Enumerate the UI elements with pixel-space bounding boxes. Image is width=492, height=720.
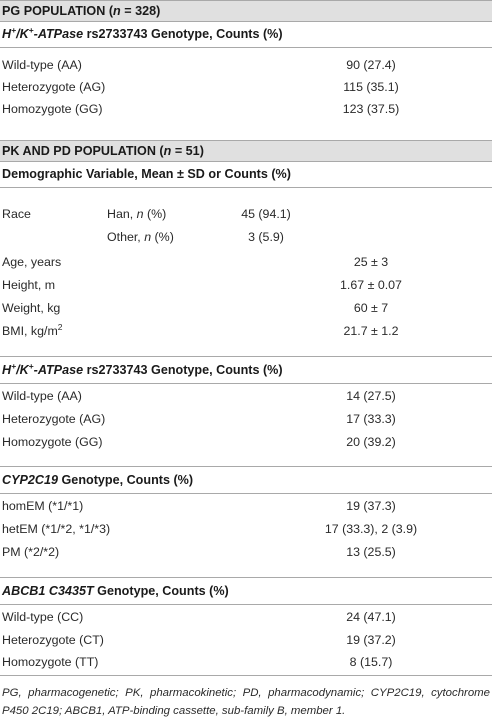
row-value: 123 (37.5) — [342, 102, 400, 116]
pkpd-hk-genotype-label: rs2733743 Genotype, Counts (%) — [83, 363, 283, 377]
pg-gene-sup2: + — [28, 25, 34, 35]
race-other-n: n — [144, 230, 152, 244]
pg-genotype-header — [0, 22, 492, 48]
row-value: 13 (25.5) — [346, 545, 396, 559]
table-row — [0, 606, 492, 628]
table-row — [0, 98, 492, 120]
pkpd-gene-h: H — [2, 363, 12, 377]
row-value: 8 (15.7) — [349, 655, 393, 669]
cyp2c19-genotype-header — [0, 466, 492, 494]
table-row — [0, 495, 492, 517]
race-han-n: n — [136, 207, 144, 221]
table-row — [0, 54, 492, 76]
race-other-prefix: Other, — [107, 230, 145, 244]
row-label: hetEM (*1/*2, *1/*3) — [2, 522, 111, 536]
table-row — [0, 251, 492, 273]
row-label: Homozygote (GG) — [2, 435, 103, 449]
table-row — [0, 651, 492, 673]
cyp2c19-gene: CYP2C19 — [2, 473, 59, 487]
abcb1-gene: ABCB1 C3435T — [2, 584, 94, 598]
row-label: homEM (*1/*1) — [2, 499, 84, 513]
row-value: 14 (27.5) — [346, 389, 396, 403]
row-label: Heterozygote (AG) — [2, 80, 106, 94]
table-row — [0, 320, 492, 342]
row-value: 60 ± 7 — [353, 301, 389, 315]
cyp2c19-genotype-label: Genotype, Counts (%) — [58, 473, 194, 487]
row-value: 19 (37.3) — [346, 499, 396, 513]
row-value: 24 (47.1) — [346, 610, 396, 624]
table-row — [0, 297, 492, 319]
row-label: Wild-type (AA) — [2, 389, 82, 403]
table-row — [0, 629, 492, 651]
row-label: Heterozygote (AG) — [2, 412, 106, 426]
row-label: Wild-type (CC) — [2, 610, 84, 624]
row-value: 21.7 ± 1.2 — [343, 324, 399, 338]
row-value: 17 (33.3) — [346, 412, 396, 426]
pkpd-title-prefix: PK AND PD POPULATION ( — [2, 144, 164, 158]
pkpd-gene-k: /K — [16, 363, 29, 377]
pg-gene-atpase: -ATPase — [33, 27, 84, 41]
pkpd-title-suffix: = 51) — [171, 144, 204, 158]
row-value: 17 (33.3), 2 (3.9) — [324, 522, 418, 536]
pkpd-gene-atpase: -ATPase — [33, 363, 84, 377]
race-other-value: 3 (5.9) — [248, 230, 284, 244]
pkpd-gene-sup1: + — [11, 361, 17, 371]
bmi-label-sup: 2 — [57, 322, 63, 332]
row-value: 1.67 ± 0.07 — [340, 278, 402, 292]
pkpd-gene-sup2: + — [28, 361, 34, 371]
pg-gene-h: H — [2, 27, 12, 41]
table-row — [0, 226, 492, 248]
race-han-label — [107, 203, 166, 225]
table-row — [0, 203, 492, 225]
table-row — [0, 518, 492, 540]
pg-population-header — [0, 0, 492, 22]
table-row — [0, 541, 492, 563]
row-value: 20 (39.2) — [346, 435, 396, 449]
demographic-header-label: Demographic Variable, Mean ± SD or Counts (%) — [2, 167, 291, 181]
row-label: Height, m — [2, 278, 56, 292]
table-bottom-rule — [0, 675, 492, 676]
row-label: Homozygote (TT) — [2, 655, 99, 669]
pkpd-hk-genotype-header — [0, 356, 492, 384]
race-other-suffix: (%) — [151, 230, 174, 244]
row-label: Heterozygote (CT) — [2, 633, 104, 647]
race-han-suffix: (%) — [143, 207, 167, 221]
pkpd-population-header — [0, 140, 492, 162]
row-label: Wild-type (AA) — [2, 58, 82, 72]
table-row — [0, 274, 492, 296]
abcb1-genotype-label: Genotype, Counts (%) — [93, 584, 229, 598]
pg-title-prefix: PG POPULATION ( — [2, 4, 114, 18]
race-han-value: 45 (94.1) — [241, 207, 291, 221]
table-row — [0, 431, 492, 453]
row-label: Weight, kg — [2, 301, 61, 315]
row-label: Age, years — [2, 255, 62, 269]
pg-genotype-label: rs2733743 Genotype, Counts (%) — [83, 27, 283, 41]
row-value: 115 (35.1) — [343, 80, 399, 94]
pg-gene-sup1: + — [11, 25, 17, 35]
race-other-label — [107, 226, 174, 248]
row-label: PM (*2/*2) — [2, 545, 60, 559]
pg-gene-k: /K — [16, 27, 29, 41]
race-han-prefix: Han, — [107, 207, 137, 221]
table-footnote: PG, pharmacogenetic; PK, pharmacokinetic; PD, pharmacodynamic; CYP2C19, cytochrome P450 2C19; ABCB1, ATP-binding cassette, sub-family B, member 1. — [2, 687, 490, 717]
bmi-label-text: BMI, kg/m — [2, 324, 58, 338]
table-row — [0, 76, 492, 98]
race-label: Race — [2, 207, 31, 221]
table-row — [0, 385, 492, 407]
row-value: 90 (27.4) — [346, 58, 396, 72]
row-value: 19 (37.2) — [346, 633, 396, 647]
pg-title-suffix: = 328) — [120, 4, 161, 18]
pkpd-title-n: n — [163, 144, 172, 158]
row-value: 25 ± 3 — [353, 255, 389, 269]
pg-title-n: n — [113, 4, 121, 18]
table-row — [0, 408, 492, 430]
demographic-header — [0, 162, 492, 188]
abcb1-genotype-header — [0, 577, 492, 605]
row-label: Homozygote (GG) — [2, 102, 103, 116]
